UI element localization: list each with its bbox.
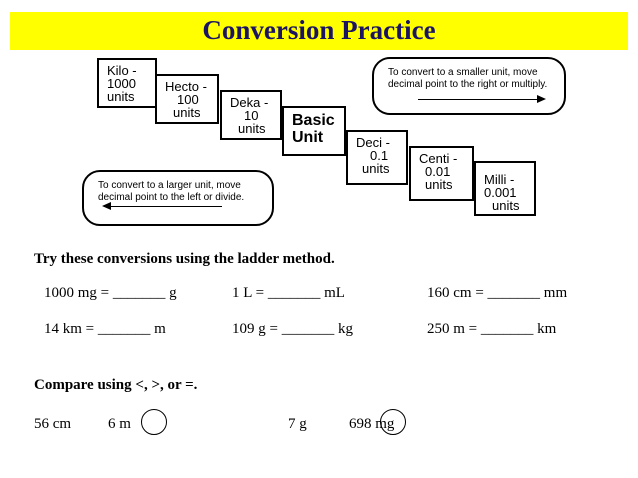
deci-value: 0.1 xyxy=(370,148,389,163)
hecto-units: units xyxy=(173,105,201,120)
ladder-step-deka xyxy=(220,90,282,140)
compare-b-answer-circle[interactable] xyxy=(380,409,406,435)
compare-b-left: 7 g xyxy=(288,416,307,432)
ladder-step-centi xyxy=(409,146,474,201)
ladder-step-basic-unit xyxy=(282,106,346,156)
kilo-units: units xyxy=(107,89,135,104)
problem-5: 109 g = _______ kg xyxy=(232,321,353,337)
hecto-value: 100 xyxy=(177,92,199,107)
ladder-step-hecto xyxy=(155,74,219,124)
centi-value: 0.01 xyxy=(425,164,451,179)
problem-2: 1 L = _______ mL xyxy=(232,285,345,301)
compare-a-answer-circle[interactable] xyxy=(141,409,167,435)
centi-label: Centi - xyxy=(419,151,458,166)
title-bar xyxy=(10,12,628,50)
compare-heading: Compare using <, >, or =. xyxy=(34,377,198,393)
milli-units: units xyxy=(492,198,520,213)
ladder-step-deci xyxy=(346,130,408,185)
deka-label: Deka - xyxy=(230,95,269,110)
note-smaller-unit xyxy=(372,57,566,115)
ladder-step-kilo xyxy=(97,58,157,108)
deka-value: 10 xyxy=(244,108,259,123)
note-larger-text: To convert to a larger unit, move decimal point to the left or divide. xyxy=(98,180,245,203)
centi-units: units xyxy=(425,177,453,192)
hecto-label: Hecto - xyxy=(165,79,207,94)
problem-3: 160 cm = _______ mm xyxy=(427,285,568,301)
deci-label: Deci - xyxy=(356,135,390,150)
deka-units: units xyxy=(238,121,266,136)
problem-6: 250 m = _______ km xyxy=(427,321,557,337)
compare-a-right: 6 m xyxy=(108,416,131,432)
page-title: Conversion Practice xyxy=(202,15,436,45)
note-larger-unit xyxy=(82,170,274,226)
kilo-label: Kilo - xyxy=(107,63,137,78)
basic-label: Basic xyxy=(292,112,335,129)
compare-a-left: 56 cm xyxy=(34,416,72,432)
problem-4: 14 km = _______ m xyxy=(44,321,166,337)
instructions-heading: Try these conversions using the ladder method. xyxy=(34,251,335,267)
arrow-right-icon xyxy=(418,99,544,100)
compare-b-right: 698 mg xyxy=(349,416,395,432)
milli-value: 0.001 xyxy=(484,185,517,200)
kilo-value: 1000 xyxy=(107,76,136,91)
basic-unit-label: Unit xyxy=(292,129,324,146)
note-smaller-text: To convert to a smaller unit, move decimal point to the right or multiply. xyxy=(388,67,548,90)
ladder-step-milli xyxy=(474,161,536,216)
arrow-left-icon xyxy=(104,206,222,207)
deci-units: units xyxy=(362,161,390,176)
problem-1: 1000 mg = _______ g xyxy=(44,285,177,301)
milli-label: Milli - xyxy=(484,172,515,187)
